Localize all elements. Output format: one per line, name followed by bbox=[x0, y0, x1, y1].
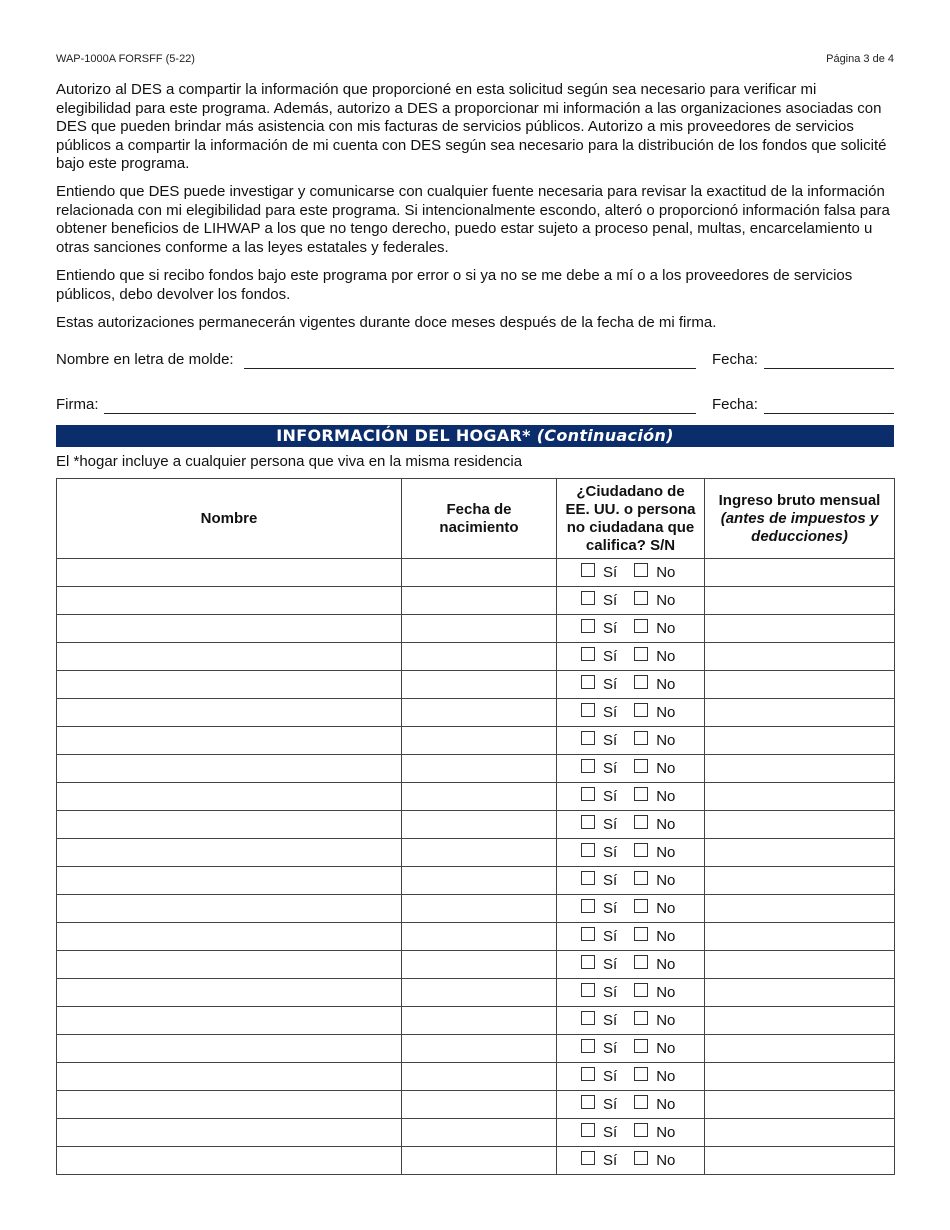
yes-checkbox[interactable] bbox=[581, 1095, 595, 1109]
signature-field[interactable] bbox=[104, 413, 696, 414]
household-section-banner bbox=[56, 425, 894, 447]
table-row bbox=[57, 811, 895, 839]
table-row bbox=[57, 839, 895, 867]
no-label: No bbox=[656, 704, 676, 721]
citizen-cell bbox=[557, 979, 705, 1007]
no-checkbox[interactable] bbox=[634, 731, 648, 745]
no-checkbox[interactable] bbox=[634, 899, 648, 913]
section-title-suffix: (Continuación) bbox=[536, 426, 674, 445]
income-cell[interactable] bbox=[705, 867, 895, 895]
no-label: No bbox=[656, 872, 676, 889]
no-checkbox[interactable] bbox=[634, 703, 648, 717]
name-cell[interactable] bbox=[57, 727, 402, 755]
citizen-cell bbox=[557, 699, 705, 727]
dob-cell[interactable] bbox=[402, 1119, 557, 1147]
name-cell[interactable] bbox=[57, 1007, 402, 1035]
dob-cell[interactable] bbox=[402, 1091, 557, 1119]
dob-cell[interactable] bbox=[402, 867, 557, 895]
citizen-cell bbox=[557, 895, 705, 923]
citizen-cell bbox=[557, 783, 705, 811]
yes-checkbox[interactable] bbox=[581, 955, 595, 969]
no-checkbox[interactable] bbox=[634, 563, 648, 577]
table-row bbox=[57, 587, 895, 615]
page-number: Página 3 de 4 bbox=[826, 53, 894, 65]
table-row bbox=[57, 755, 895, 783]
no-label: No bbox=[656, 620, 676, 637]
table-row bbox=[57, 1147, 895, 1175]
dob-cell[interactable] bbox=[402, 615, 557, 643]
yes-label: Sí bbox=[603, 676, 618, 693]
citizen-cell bbox=[557, 923, 705, 951]
no-checkbox[interactable] bbox=[634, 1095, 648, 1109]
name-cell[interactable] bbox=[57, 979, 402, 1007]
dob-cell[interactable] bbox=[402, 587, 557, 615]
yes-checkbox[interactable] bbox=[581, 899, 595, 913]
signature-date-field[interactable] bbox=[764, 413, 894, 414]
table-row bbox=[57, 895, 895, 923]
table-row bbox=[57, 1007, 895, 1035]
yes-checkbox[interactable] bbox=[581, 675, 595, 689]
signature-label: Firma: bbox=[56, 396, 99, 413]
yes-label: Sí bbox=[603, 732, 618, 749]
citizen-cell bbox=[557, 559, 705, 587]
income-cell[interactable] bbox=[705, 727, 895, 755]
no-checkbox[interactable] bbox=[634, 619, 648, 633]
yes-checkbox[interactable] bbox=[581, 563, 595, 577]
income-cell[interactable] bbox=[705, 839, 895, 867]
table-row bbox=[57, 1035, 895, 1063]
table-row bbox=[57, 559, 895, 587]
print-name-field[interactable] bbox=[244, 368, 696, 369]
dob-cell[interactable] bbox=[402, 783, 557, 811]
table-row bbox=[57, 643, 895, 671]
citizen-cell bbox=[557, 1007, 705, 1035]
dob-cell[interactable] bbox=[402, 559, 557, 587]
table-row bbox=[57, 867, 895, 895]
yes-label: Sí bbox=[603, 900, 618, 917]
income-cell[interactable] bbox=[705, 1035, 895, 1063]
citizen-cell bbox=[557, 867, 705, 895]
household-note: El *hogar incluye a cualquier persona que viva en la misma residencia bbox=[56, 453, 523, 470]
no-checkbox[interactable] bbox=[634, 647, 648, 661]
no-label: No bbox=[656, 956, 676, 973]
section-title: INFORMACIÓN DEL HOGAR* bbox=[276, 426, 531, 445]
name-cell[interactable] bbox=[57, 1035, 402, 1063]
no-checkbox[interactable] bbox=[634, 675, 648, 689]
yes-label: Sí bbox=[603, 788, 618, 805]
yes-checkbox[interactable] bbox=[581, 843, 595, 857]
no-checkbox[interactable] bbox=[634, 871, 648, 885]
citizen-cell bbox=[557, 643, 705, 671]
authorization-paragraph-4: Estas autorizaciones permanecerán vigentes durante doce meses después de la fecha de mi firma. bbox=[56, 314, 717, 331]
dob-cell[interactable] bbox=[402, 895, 557, 923]
no-label: No bbox=[656, 1012, 676, 1029]
income-cell[interactable] bbox=[705, 951, 895, 979]
yes-label: Sí bbox=[603, 1068, 618, 1085]
table-row bbox=[57, 615, 895, 643]
yes-label: Sí bbox=[603, 816, 618, 833]
no-checkbox[interactable] bbox=[634, 815, 648, 829]
dob-cell[interactable] bbox=[402, 839, 557, 867]
no-label: No bbox=[656, 564, 676, 581]
yes-checkbox[interactable] bbox=[581, 591, 595, 605]
yes-label: Sí bbox=[603, 1012, 618, 1029]
no-label: No bbox=[656, 732, 676, 749]
dob-cell[interactable] bbox=[402, 755, 557, 783]
yes-checkbox[interactable] bbox=[581, 1123, 595, 1137]
household-table bbox=[56, 478, 895, 1175]
no-checkbox[interactable] bbox=[634, 759, 648, 773]
yes-label: Sí bbox=[603, 620, 618, 637]
no-checkbox[interactable] bbox=[634, 983, 648, 997]
dob-cell[interactable] bbox=[402, 951, 557, 979]
dob-cell[interactable] bbox=[402, 699, 557, 727]
print-name-date-label: Fecha: bbox=[712, 351, 758, 368]
citizen-cell bbox=[557, 755, 705, 783]
dob-cell[interactable] bbox=[402, 1035, 557, 1063]
yes-label: Sí bbox=[603, 1096, 618, 1113]
citizen-cell bbox=[557, 811, 705, 839]
no-checkbox[interactable] bbox=[634, 955, 648, 969]
table-row bbox=[57, 923, 895, 951]
citizen-cell bbox=[557, 1091, 705, 1119]
table-header-row bbox=[57, 479, 895, 559]
income-cell[interactable] bbox=[705, 1147, 895, 1175]
name-cell[interactable] bbox=[57, 615, 402, 643]
income-cell[interactable] bbox=[705, 671, 895, 699]
yes-checkbox[interactable] bbox=[581, 927, 595, 941]
name-cell[interactable] bbox=[57, 1147, 402, 1175]
name-cell[interactable] bbox=[57, 699, 402, 727]
yes-label: Sí bbox=[603, 704, 618, 721]
name-cell[interactable] bbox=[57, 1063, 402, 1091]
table-row bbox=[57, 727, 895, 755]
income-cell[interactable] bbox=[705, 895, 895, 923]
income-cell[interactable] bbox=[705, 559, 895, 587]
name-cell[interactable] bbox=[57, 643, 402, 671]
no-label: No bbox=[656, 984, 676, 1001]
name-cell[interactable] bbox=[57, 783, 402, 811]
income-cell[interactable] bbox=[705, 1007, 895, 1035]
income-cell[interactable] bbox=[705, 755, 895, 783]
yes-label: Sí bbox=[603, 1152, 618, 1169]
income-cell[interactable] bbox=[705, 615, 895, 643]
yes-label: Sí bbox=[603, 564, 618, 581]
header-name: Nombre bbox=[57, 479, 402, 559]
no-label: No bbox=[656, 1096, 676, 1113]
no-label: No bbox=[656, 900, 676, 917]
no-checkbox[interactable] bbox=[634, 927, 648, 941]
income-cell[interactable] bbox=[705, 811, 895, 839]
dob-cell[interactable] bbox=[402, 979, 557, 1007]
citizen-cell bbox=[557, 1035, 705, 1063]
no-checkbox[interactable] bbox=[634, 1039, 648, 1053]
signature-row bbox=[56, 396, 894, 416]
name-cell[interactable] bbox=[57, 755, 402, 783]
income-cell[interactable] bbox=[705, 643, 895, 671]
authorization-paragraph-1: Autorizo al DES a compartir la información que proporcioné en esta solicitud según sea necesario para verificar mi elegibilidad para este programa. Además, autorizo a DES a proporcionar mi información a las organizaciones asociadas con DES que pueden brindar más asistencia con mis facturas de servicios públicos. Autorizo a mis proveedores de servicios públicos a compartir la información de mi cuenta con DES según sea necesario para la distribución de los fondos que solicité bajo este programa. bbox=[56, 81, 887, 173]
name-cell[interactable] bbox=[57, 923, 402, 951]
no-label: No bbox=[656, 676, 676, 693]
citizen-cell bbox=[557, 839, 705, 867]
no-checkbox[interactable] bbox=[634, 1123, 648, 1137]
income-cell[interactable] bbox=[705, 979, 895, 1007]
no-label: No bbox=[656, 1152, 676, 1169]
dob-cell[interactable] bbox=[402, 671, 557, 699]
authorization-paragraph-3: Entiendo que si recibo fondos bajo este programa por error o si ya no se me debe a mí o a los proveedores de servicios públicos, debo devolver los fondos. bbox=[56, 267, 853, 303]
yes-checkbox[interactable] bbox=[581, 619, 595, 633]
yes-label: Sí bbox=[603, 1040, 618, 1057]
table-row bbox=[57, 699, 895, 727]
no-label: No bbox=[656, 844, 676, 861]
dob-cell[interactable] bbox=[402, 1147, 557, 1175]
income-cell[interactable] bbox=[705, 783, 895, 811]
name-cell[interactable] bbox=[57, 1091, 402, 1119]
income-cell[interactable] bbox=[705, 1119, 895, 1147]
name-cell[interactable] bbox=[57, 867, 402, 895]
dob-cell[interactable] bbox=[402, 923, 557, 951]
yes-label: Sí bbox=[603, 872, 618, 889]
yes-checkbox[interactable] bbox=[581, 1039, 595, 1053]
name-cell[interactable] bbox=[57, 559, 402, 587]
header-dob: Fecha de nacimiento bbox=[402, 479, 557, 559]
no-checkbox[interactable] bbox=[634, 787, 648, 801]
yes-checkbox[interactable] bbox=[581, 787, 595, 801]
yes-label: Sí bbox=[603, 844, 618, 861]
table-row bbox=[57, 979, 895, 1007]
name-cell[interactable] bbox=[57, 671, 402, 699]
no-label: No bbox=[656, 592, 676, 609]
table-row bbox=[57, 1119, 895, 1147]
no-label: No bbox=[656, 1068, 676, 1085]
form-id: WAP-1000A FORSFF (5-22) bbox=[56, 53, 195, 65]
name-cell[interactable] bbox=[57, 839, 402, 867]
yes-checkbox[interactable] bbox=[581, 983, 595, 997]
signature-date-label: Fecha: bbox=[712, 396, 758, 413]
yes-checkbox[interactable] bbox=[581, 815, 595, 829]
yes-label: Sí bbox=[603, 956, 618, 973]
citizen-cell bbox=[557, 727, 705, 755]
yes-checkbox[interactable] bbox=[581, 647, 595, 661]
yes-checkbox[interactable] bbox=[581, 1011, 595, 1025]
no-checkbox[interactable] bbox=[634, 843, 648, 857]
name-cell[interactable] bbox=[57, 587, 402, 615]
citizen-cell bbox=[557, 1147, 705, 1175]
table-row bbox=[57, 1091, 895, 1119]
header-income: Ingreso bruto mensual (antes de impuestos y deducciones) bbox=[705, 479, 895, 559]
table-row bbox=[57, 783, 895, 811]
citizen-cell bbox=[557, 1119, 705, 1147]
no-label: No bbox=[656, 760, 676, 777]
no-label: No bbox=[656, 928, 676, 945]
yes-checkbox[interactable] bbox=[581, 731, 595, 745]
dob-cell[interactable] bbox=[402, 1007, 557, 1035]
yes-label: Sí bbox=[603, 928, 618, 945]
no-checkbox[interactable] bbox=[634, 1011, 648, 1025]
no-label: No bbox=[656, 1040, 676, 1057]
name-cell[interactable] bbox=[57, 895, 402, 923]
yes-label: Sí bbox=[603, 984, 618, 1001]
dob-cell[interactable] bbox=[402, 727, 557, 755]
income-cell[interactable] bbox=[705, 1063, 895, 1091]
print-name-date-field[interactable] bbox=[764, 368, 894, 369]
yes-checkbox[interactable] bbox=[581, 1067, 595, 1081]
income-cell[interactable] bbox=[705, 923, 895, 951]
table-row bbox=[57, 951, 895, 979]
dob-cell[interactable] bbox=[402, 1063, 557, 1091]
citizen-cell bbox=[557, 615, 705, 643]
authorization-paragraph-2: Entiendo que DES puede investigar y comunicarse con cualquier fuente necesaria para revisar la exactitud de la información relacionada con mi elegibilidad para este programa. Si intencionalmente escondo, alteró o proporcionó información falsa para obtener beneficios de LIHWAP a los que no tengo derecho, puedo estar sujeto a proceso penal, multas, encarcelamiento u otras sanciones conforme a las leyes estatales y federales. bbox=[56, 183, 890, 256]
yes-checkbox[interactable] bbox=[581, 1151, 595, 1165]
yes-label: Sí bbox=[603, 592, 618, 609]
header-citizen: ¿Ciudadano de EE. UU. o persona no ciudadana que califica? S/N bbox=[557, 479, 705, 559]
no-label: No bbox=[656, 788, 676, 805]
yes-checkbox[interactable] bbox=[581, 871, 595, 885]
no-label: No bbox=[656, 648, 676, 665]
yes-label: Sí bbox=[603, 760, 618, 777]
no-checkbox[interactable] bbox=[634, 1067, 648, 1081]
dob-cell[interactable] bbox=[402, 811, 557, 839]
citizen-cell bbox=[557, 587, 705, 615]
yes-label: Sí bbox=[603, 1124, 618, 1141]
print-name-row bbox=[56, 351, 894, 371]
no-label: No bbox=[656, 1124, 676, 1141]
no-checkbox[interactable] bbox=[634, 591, 648, 605]
yes-checkbox[interactable] bbox=[581, 703, 595, 717]
yes-label: Sí bbox=[603, 648, 618, 665]
yes-checkbox[interactable] bbox=[581, 759, 595, 773]
citizen-cell bbox=[557, 1063, 705, 1091]
table-row bbox=[57, 1063, 895, 1091]
no-checkbox[interactable] bbox=[634, 1151, 648, 1165]
income-cell[interactable] bbox=[705, 587, 895, 615]
print-name-label: Nombre en letra de molde: bbox=[56, 351, 234, 368]
citizen-cell bbox=[557, 671, 705, 699]
table-row bbox=[57, 671, 895, 699]
name-cell[interactable] bbox=[57, 811, 402, 839]
no-label: No bbox=[656, 816, 676, 833]
income-cell[interactable] bbox=[705, 699, 895, 727]
name-cell[interactable] bbox=[57, 951, 402, 979]
citizen-cell bbox=[557, 951, 705, 979]
name-cell[interactable] bbox=[57, 1119, 402, 1147]
dob-cell[interactable] bbox=[402, 643, 557, 671]
income-cell[interactable] bbox=[705, 1091, 895, 1119]
